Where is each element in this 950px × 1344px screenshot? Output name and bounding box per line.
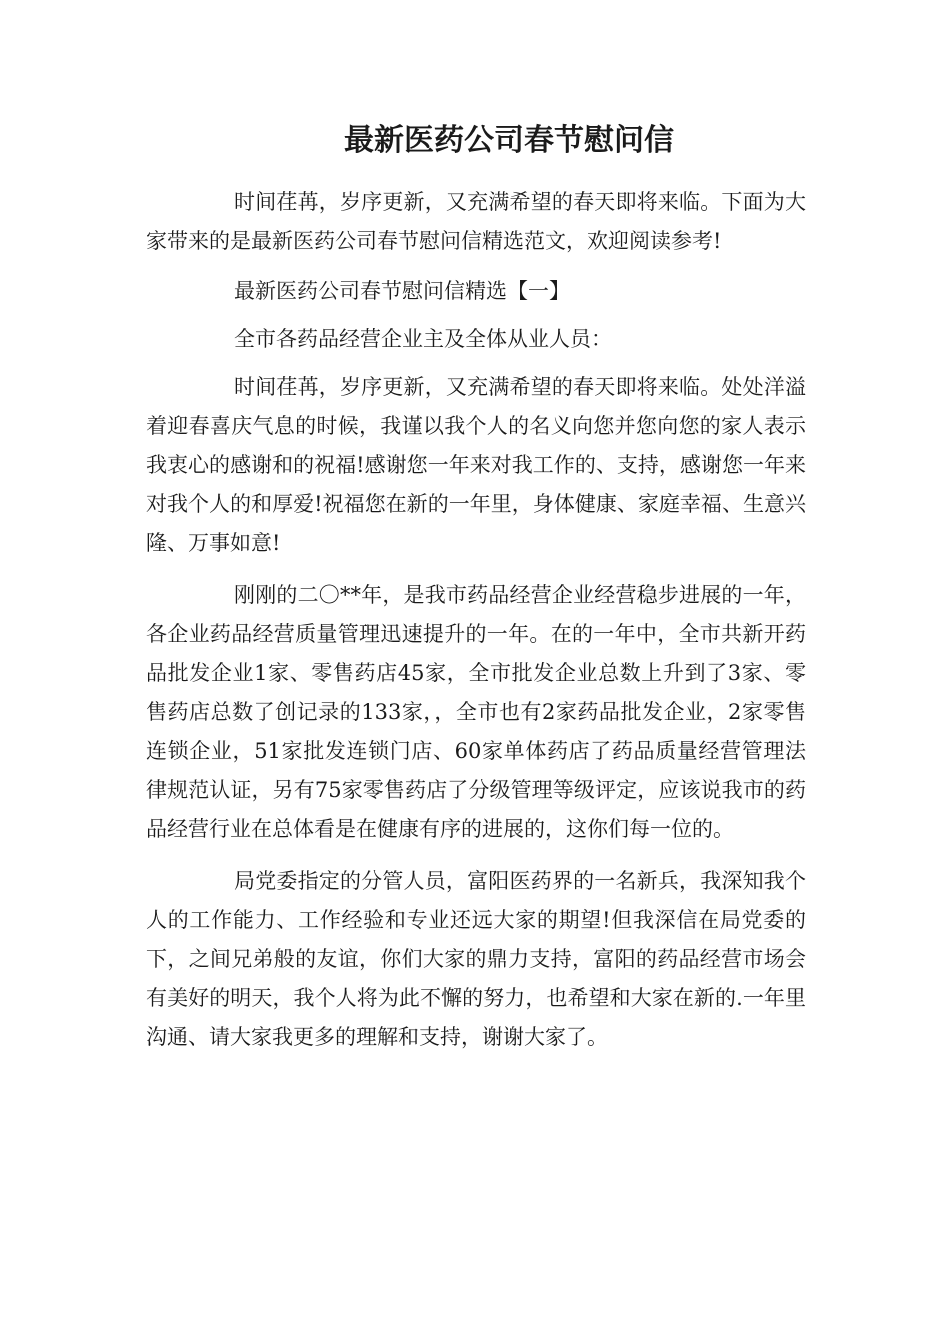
document-title: 最新医药公司春节慰问信	[344, 123, 674, 158]
body-paragraph: 时间荏苒，岁序更新，又充满希望的春天即将来临。处处洋溢着迎春喜庆气息的时候，我谨以我个人的名义向您并您向您的家人表示我衷心的感谢和的祝福!感谢您一年来对我工作的、支持，感谢您一年来对我个人的和厚爱!祝福您在新的一年里，身体健康、家庭幸福、生意兴隆、万事如意!	[146, 375, 806, 555]
salutation: 全市各药品经营企业主及全体从业人员：	[234, 327, 612, 351]
body-paragraph: 刚刚的二〇**年，是我市药品经营企业经营稳步进展的一年，各企业药品经营质量管理迅速提升的一年。在的一年中，全市共新开药品批发企业1家、零售药店45家，全市批发企业总数上升到了3家、零售药店总数了创记录的133家，，全市也有2家药品批发企业，2家零售连锁企业，51家批发连锁门店、60家单体药店了药品质量经营管理法律规范认证，另有75家零售药店了分级管理等级评定，应该说我市的药品经营行业在总体看是在健康有序的进展的，这你们每一位的。	[146, 583, 806, 841]
section-heading: 最新医药公司春节慰问信精选【一】	[234, 279, 570, 303]
intro-paragraph: 时间荏苒，岁序更新，又充满希望的春天即将来临。下面为大家带来的是最新医药公司春节慰问信精选范文，欢迎阅读参考!	[146, 190, 806, 253]
document-body	[146, 183, 806, 1057]
body-paragraph: 局党委指定的分管人员，富阳医药界的一名新兵，我深知我个人的工作能力、工作经验和专业还远大家的期望!但我深信在局党委的下，之间兄弟般的友谊，你们大家的鼎力支持，富阳的药品经营市场会有美好的明天，我个人将为此不懈的努力，也希望和大家在新的.一年里沟通、请大家我更多的理解和支持，谢谢大家了。	[146, 869, 806, 1049]
